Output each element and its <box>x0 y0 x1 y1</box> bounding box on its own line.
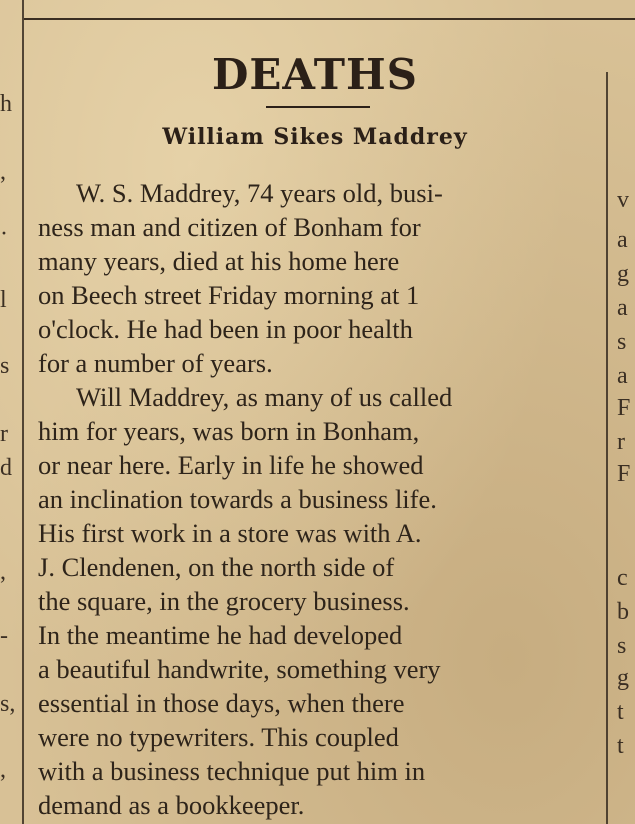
obituary-name: William Sikes Maddrey <box>162 124 468 150</box>
article-line: with a business technique put him in <box>38 756 426 786</box>
right-fragment: b <box>617 599 629 625</box>
article-line: Will Maddrey, as many of us called <box>76 382 453 412</box>
left-fragment: s <box>0 353 10 379</box>
article-line: demand as a bookkeeper. <box>38 790 305 820</box>
right-fragment: v <box>617 187 629 213</box>
article-line: In the meantime he had developed <box>38 620 403 650</box>
right-fragment: s <box>617 633 627 659</box>
article-line: the square, in the grocery business. <box>38 586 410 616</box>
article-line: His first work in a store was with A. <box>38 518 422 548</box>
left-fragment: l <box>0 287 7 313</box>
article-line: W. S. Maddrey, 74 years old, busi- <box>76 178 443 208</box>
article-line: o'clock. He had been in poor health <box>38 314 413 344</box>
left-fragment: r <box>0 421 8 447</box>
section-headline: DEATHS <box>212 50 418 99</box>
article-line: a beautiful handwrite, something very <box>38 654 441 684</box>
left-fragment: - <box>0 623 8 649</box>
column-rule-right <box>606 72 608 824</box>
top-rule <box>24 18 635 20</box>
headline-rule <box>266 106 370 108</box>
right-fragment: a <box>617 227 628 253</box>
right-fragment: t <box>617 699 624 725</box>
left-fragment: , <box>0 757 6 783</box>
article-line: ness man and citizen of Bonham for <box>38 212 421 242</box>
right-fragment: a <box>617 295 628 321</box>
left-fragment: h <box>0 91 12 117</box>
article-line: him for years, was born in Bonham, <box>38 416 420 446</box>
left-fragment: d <box>0 455 12 481</box>
obituary-body <box>38 176 604 822</box>
right-fragment: c <box>617 565 628 591</box>
article-line: on Beech street Friday morning at 1 <box>38 280 420 310</box>
right-fragment: t <box>617 733 624 759</box>
article-line: or near here. Early in life he showed <box>38 450 424 480</box>
left-fragment: , <box>0 559 6 585</box>
right-fragment: g <box>617 665 629 691</box>
right-fragment: F <box>617 461 631 487</box>
article-line: J. Clendenen, on the north side of <box>38 552 395 582</box>
article-line: an inclination towards a business life. <box>38 484 437 514</box>
left-fragment: s, <box>0 691 16 717</box>
right-fragment: F <box>617 395 631 421</box>
right-fragment: r <box>617 429 625 455</box>
article-line: were no typewriters. This coupled <box>38 722 399 752</box>
article-line: essential in those days, when there <box>38 688 405 718</box>
right-fragment: s <box>617 329 627 355</box>
left-fragment: , <box>0 159 6 185</box>
article-line: for a number of years. <box>38 348 273 378</box>
article-line: many years, died at his home here <box>38 246 400 276</box>
left-fragment: · <box>0 221 8 247</box>
right-fragment: a <box>617 363 628 389</box>
right-fragment: g <box>617 261 629 287</box>
